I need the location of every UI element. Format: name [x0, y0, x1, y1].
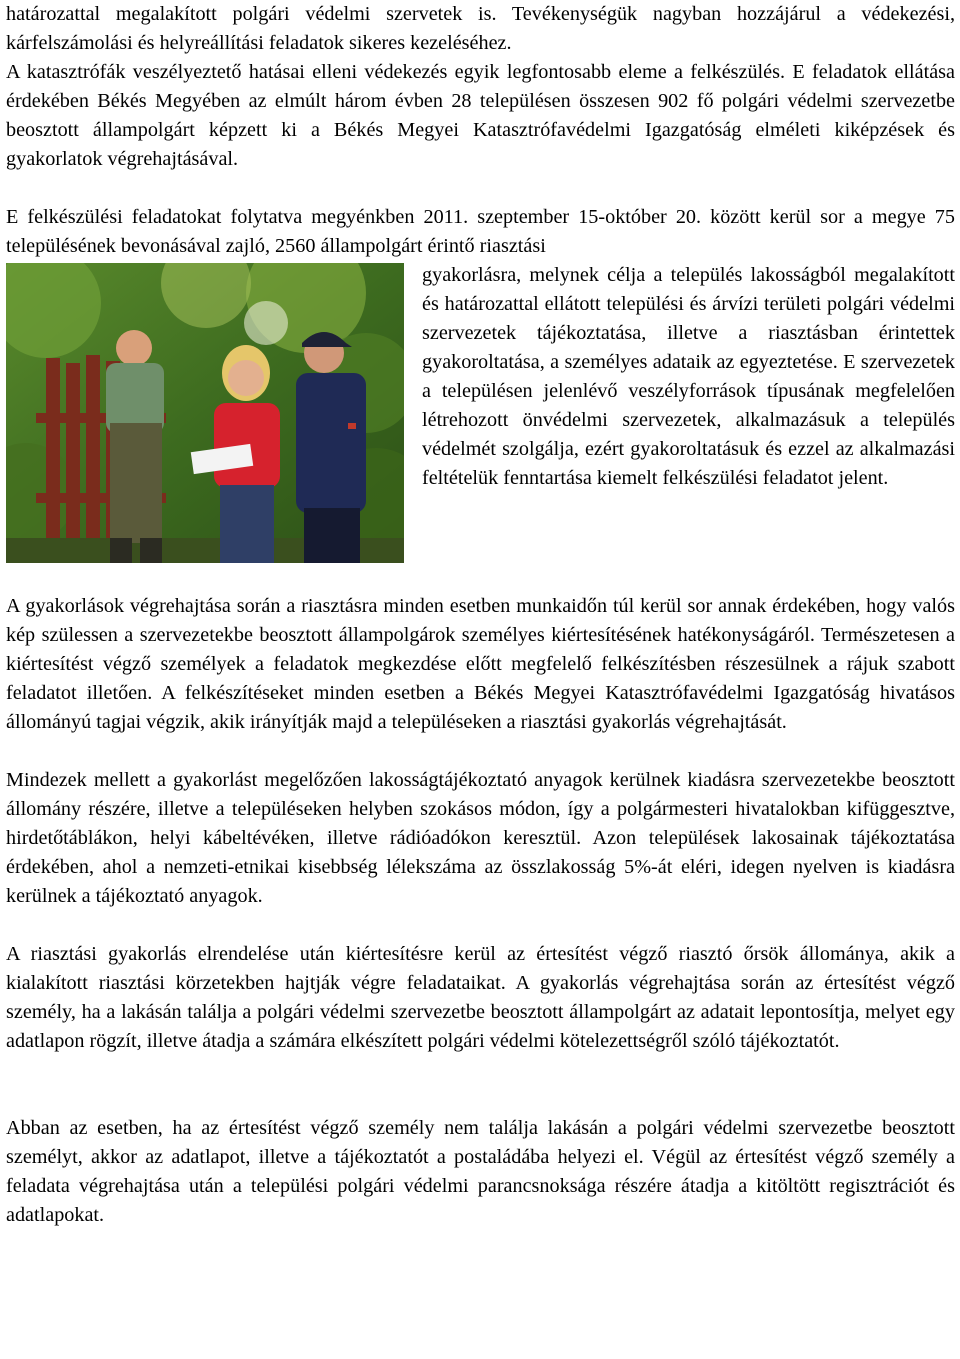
- paragraph-3-intro: E felkészülési feladatokat folytatva megyénkben 2011. szeptember 15-október 20. között kerül sor a megye 75 településének bevonásával zajló, 2560 állampolgárt érintő riasztási: [6, 206, 955, 257]
- paragraph-2: A katasztrófák veszélyeztető hatásai elleni védekezés egyik legfontosabb eleme a felkészülés. E feladatok ellátása érdekében Békés Megyében az elmúlt három évben 28 településen összesen 902 fő polgári védelmi szervezetbe beosztott állampolgárt képzett ki a Békés Megyei Katasztrófavédelmi Igazgatóság elméleti kiképzések és gyakorlatok végrehajtásával.: [6, 61, 955, 170]
- paragraph-1: határozattal megalakított polgári védelmi szervetek is. Tevékenységük nagyban hozzájárul a védekezési, kárfelszámolási és helyreállítási feladatok sikeres kezeléséhez.: [6, 3, 955, 54]
- paragraph-4: A gyakorlások végrehajtása során a riasztásra minden esetben munkaidőn túl kerül sor annak érdekében, hogy valós kép szülessen a szervezetekbe beosztott állampolgárok személyes kiértesítésének hatékonyságáról. Természetesen a kiértesítést végző személyek a feladatok megkezdése előtt megfelelő felkészítésben részesülnek a rájuk szabott feladatot illetően. A felkészítéseket minden esetben a Békés Megyei Katasztrófavédelmi Igazgatóság hivatásos állományú tagjai végzik, akik irányítják majd a településeken a riasztási gyakorlás végrehajtását.: [6, 595, 955, 733]
- paragraph-5: Mindezek mellett a gyakorlást megelőzően lakosságtájékoztató anyagok kerülnek kiadásra szervezetekbe beosztott állomány részére, illetve a településeken helyben szokásos módon, így a polgármesteri hivatalokban kifüggesztve, hirdetőtáblákon, helyi kábeltévéken, illetve rádióadókon keresztül. Azon települések lakosainak tájékoztatása érdekében, ahol a nemzeti-etnikai kisebbség lélekszáma az összlakosság 5%-át eléri, idegen nyelven is kiadásra kerülnek a tájékoztató anyagok.: [6, 769, 955, 907]
- paragraph-6: A riasztási gyakorlás elrendelése után kiértesítésre kerül az értesítést végző riasztó őrsök állománya, akik a kialakított riasztási körzetekben hajtják végre feladataikat. A gyakorlás végrehajtása során az értesítést végző személy, ha a lakásán találja a polgári védelmi szervezetbe beosztott állampolgárt az adatait lepontosítja, melyet egy adatlapon rögzít, illetve átadja a számára elkészített polgári védelmi kötelezettségről szóló tájékoztatót.: [6, 943, 955, 1052]
- photo-figure: [6, 263, 404, 563]
- paragraph-3-continued: gyakorlásra, melynek célja a település lakosságból megalakított és határozattal ellátott települési és árvízi területi polgári védelmi szervezetek tájékoztatása, illetve a riasztásban érintettek gyakoroltatása, a személyes adataik az egyeztetése. E szervezetek a településen jelenlévő veszélyforrások típusának megfelelően létrehozott önvédelmi szervezetek, alkalmazásuk a település védelmét szolgálja, ezért gyakoroltatásuk és ezzel az alkalmazási feltételük fenntartása kiemelt felkészülési feladatot jelent.: [422, 264, 955, 489]
- paragraph-7: Abban az esetben, ha az értesítést végző személy nem találja lakásán a polgári védelmi szervezetbe beosztott személyt, akkor az adatlapot, illetve a tájékoztatót a postaládába helyezi el. Végül az értesítést végző személy a feladata végrehajtása után a települési polgári védelmi parancsnoksága részére átadja a kitöltött regisztrációt és adatlapokat.: [6, 1117, 955, 1226]
- document-body: [6, 0, 955, 1230]
- photo-three-people-reading-document: [6, 263, 404, 563]
- person-left: [106, 330, 164, 563]
